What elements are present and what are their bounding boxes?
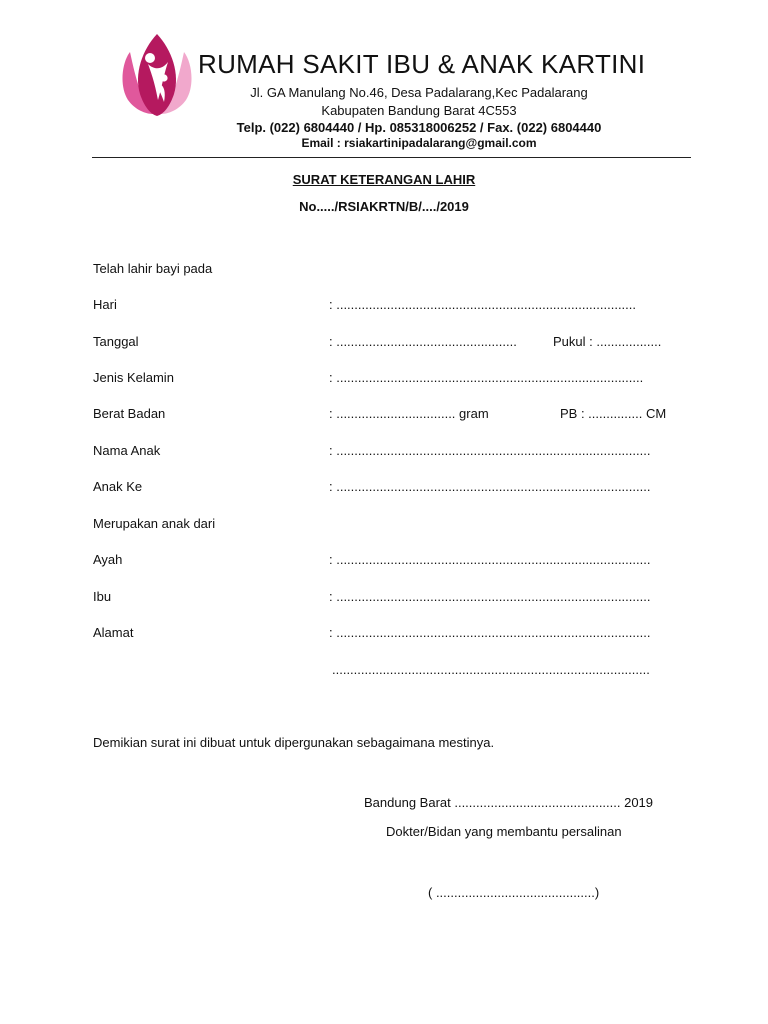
document-title: SURAT KETERANGAN LAHIR: [292, 172, 476, 187]
field-value-ibu: : .......................................................................................: [329, 589, 651, 604]
field-label-tanggal: Tanggal: [93, 334, 139, 349]
signature-name-placeholder: ( ............................................): [428, 885, 600, 900]
field-value-alamat: : .......................................................................................: [329, 625, 651, 640]
email-line: Email : rsiakartinipadalarang@gmail.com: [301, 136, 537, 150]
field-value-alamat-line2: ........................................................................................: [332, 662, 650, 677]
closing-text: Demikian surat ini dibuat untuk dipergunakan sebagaimana mestinya.: [93, 735, 495, 750]
address-line: Jl. GA Manulang No.46, Desa Padalarang,Kec Padalarang: [250, 85, 588, 100]
field-label-hari: Hari: [93, 297, 117, 312]
field-label-ibu: Ibu: [93, 589, 112, 604]
signature-place-date: Bandung Barat .............................................. 2019: [364, 795, 654, 810]
field-label-ayah: Ayah: [93, 552, 123, 567]
field-value-nama-anak: : .......................................................................................: [329, 443, 651, 458]
intro-text: Telah lahir bayi pada: [93, 261, 213, 276]
field-value-jenis-kelamin: : .....................................................................................: [329, 370, 644, 385]
field-value-berat-badan: : ................................. gram: [329, 406, 489, 421]
phone-line: Telp. (022) 6804440 / Hp. 085318006252 / Fax. (022) 6804440: [236, 120, 602, 135]
field-label-anak-ke: Anak Ke: [93, 479, 143, 494]
field-label-nama-anak: Nama Anak: [93, 443, 161, 458]
field-value-hari: : ...................................................................................: [329, 297, 637, 312]
address-city: Kabupaten Bandung Barat 4C553: [321, 103, 517, 118]
hospital-name: RUMAH SAKIT IBU & ANAK KARTINI: [198, 49, 646, 79]
logo-mother-head: [145, 53, 155, 63]
field-label-alamat: Alamat: [93, 625, 134, 640]
field-value-ayah: : .......................................................................................: [329, 552, 651, 567]
document-number: No...../RSIAKRTN/B/..../2019: [299, 199, 469, 214]
logo-child-head: [160, 74, 167, 81]
field-value-tanggal: : ..................................................: [329, 334, 517, 349]
parents-intro-text: Merupakan anak dari: [93, 516, 216, 531]
field-label-berat-badan: Berat Badan: [93, 406, 166, 421]
field-value-anak-ke: : .......................................................................................: [329, 479, 651, 494]
signature-role: Dokter/Bidan yang membantu persalinan: [386, 824, 622, 839]
header-divider: [92, 157, 691, 158]
field-label-jenis-kelamin: Jenis Kelamin: [93, 370, 174, 385]
field-value-pb: PB : ............... CM: [560, 406, 667, 421]
field-value-pukul: Pukul : ..................: [553, 334, 662, 349]
